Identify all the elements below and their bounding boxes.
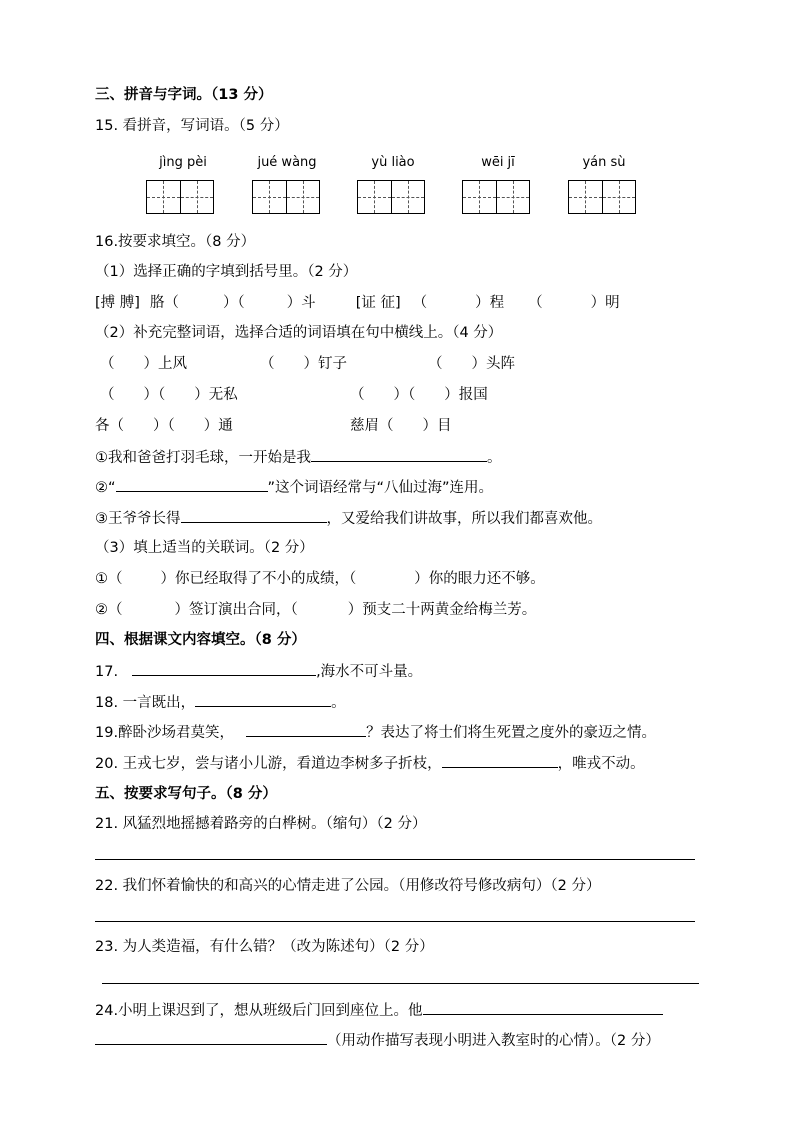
answer-blank[interactable] [423, 1000, 663, 1015]
writing-grid-3[interactable] [357, 180, 425, 214]
q22: 22. 我们怀着愉快的和高兴的心情走进了公园。（用修改符号修改病句）（2 分） [95, 878, 601, 894]
idiom-2[interactable]: （ ）钉子 [260, 356, 347, 372]
q24-line-1: 24.小明上课迟到了，想从班级后门回到座位上。他 [95, 1000, 663, 1021]
answer-blank[interactable] [246, 722, 366, 737]
pinyin-3: yù liào [371, 155, 415, 170]
answer-blank[interactable] [116, 477, 268, 492]
idiom-4[interactable]: （ ）（ ）无私 [100, 387, 238, 403]
choice-group-2: [证 征] [355, 295, 401, 311]
q16-part1-label: （1）选择正确的字填到括号里。（2 分） [95, 264, 358, 280]
writing-grid-4[interactable] [462, 180, 530, 214]
q16-part3-label: （3）填上适当的关联词。（2 分） [95, 540, 314, 556]
pinyin-5: yán sù [582, 155, 626, 170]
writing-grid-1[interactable] [146, 180, 214, 214]
sentence-3: ③王爷爷长得 ，又爱给我们讲故事，所以我们都喜欢他。 [95, 508, 602, 529]
idiom-5[interactable]: （ ）（ ）报国 [350, 387, 488, 403]
answer-line-q23[interactable] [102, 983, 699, 984]
answer-blank[interactable] [442, 753, 558, 768]
answer-line-q21[interactable] [95, 859, 695, 860]
q15-label: 15. 看拼音，写词语。（5 分） [95, 118, 289, 134]
q24-line-2: （用动作描写表现小明进入教室时的心情）。（2 分） [95, 1030, 660, 1051]
choice-group-1: [搏 膊] [95, 295, 140, 311]
q20: 20. 王戎七岁，尝与诸小儿游，看道边李树多子折枝， ，唯戎不动。 [95, 753, 645, 774]
sentence-2: ②“ ”这个词语经常与“八仙过海”连用。 [95, 477, 493, 498]
answer-blank[interactable] [132, 661, 316, 676]
pinyin-2: jué wàng [257, 155, 317, 170]
q23: 23. 为人类造福，有什么错？（改为陈述句）（2 分） [95, 939, 434, 955]
q16-part1-line: [搏 膊] 胳（ ）（ ）斗 [证 征] （ ）程 （ ）明 [95, 295, 620, 311]
q18: 18. 一言既出， 。 [95, 692, 346, 713]
q17: 17. ,海水不可斗量。 [95, 661, 422, 682]
section-4-title: 四、根据课文内容填空。（8 分） [95, 632, 306, 648]
answer-blank[interactable] [181, 508, 327, 523]
idiom-6[interactable]: 各（ ）（ ）通 [95, 418, 233, 434]
section-5-title: 五、按要求写句子。（8 分） [95, 786, 277, 802]
answer-blank[interactable] [195, 692, 331, 707]
idiom-7[interactable]: 慈眉（ ）目 [350, 418, 452, 434]
sentence-1: ①我和爸爸打羽毛球，一开始是我 。 [95, 447, 502, 468]
q16-label: 16.按要求填空。（8 分） [95, 234, 256, 250]
pinyin-1: jìng pèi [159, 155, 207, 170]
answer-blank[interactable] [95, 1030, 327, 1045]
q21: 21. 风猛烈地摇撼着路旁的白桦树。（缩句）（2 分） [95, 816, 427, 832]
answer-blank[interactable] [311, 447, 487, 462]
writing-grid-5[interactable] [568, 180, 636, 214]
q16-part2-label: （2）补充完整词语，选择合适的词语填在句中横线上。（4 分） [95, 325, 503, 341]
q19: 19.醉卧沙场君莫笑， ？表达了将士们将生死置之度外的豪迈之情。 [95, 722, 656, 743]
idiom-1[interactable]: （ ）上风 [100, 356, 187, 372]
conjunction-sentence-2: ②（ ）签订演出合同，（ ）预支二十两黄金给梅兰芳。 [95, 602, 537, 618]
idiom-3[interactable]: （ ）头阵 [428, 356, 515, 372]
conjunction-sentence-1: ①（ ）你已经取得了不小的成绩，（ ）你的眼力还不够。 [95, 571, 545, 587]
writing-grid-2[interactable] [252, 180, 320, 214]
section-3-title: 三、拼音与字词。（13 分） [95, 87, 273, 103]
pinyin-4: wēi jī [481, 155, 515, 170]
answer-line-q22[interactable] [95, 921, 695, 922]
